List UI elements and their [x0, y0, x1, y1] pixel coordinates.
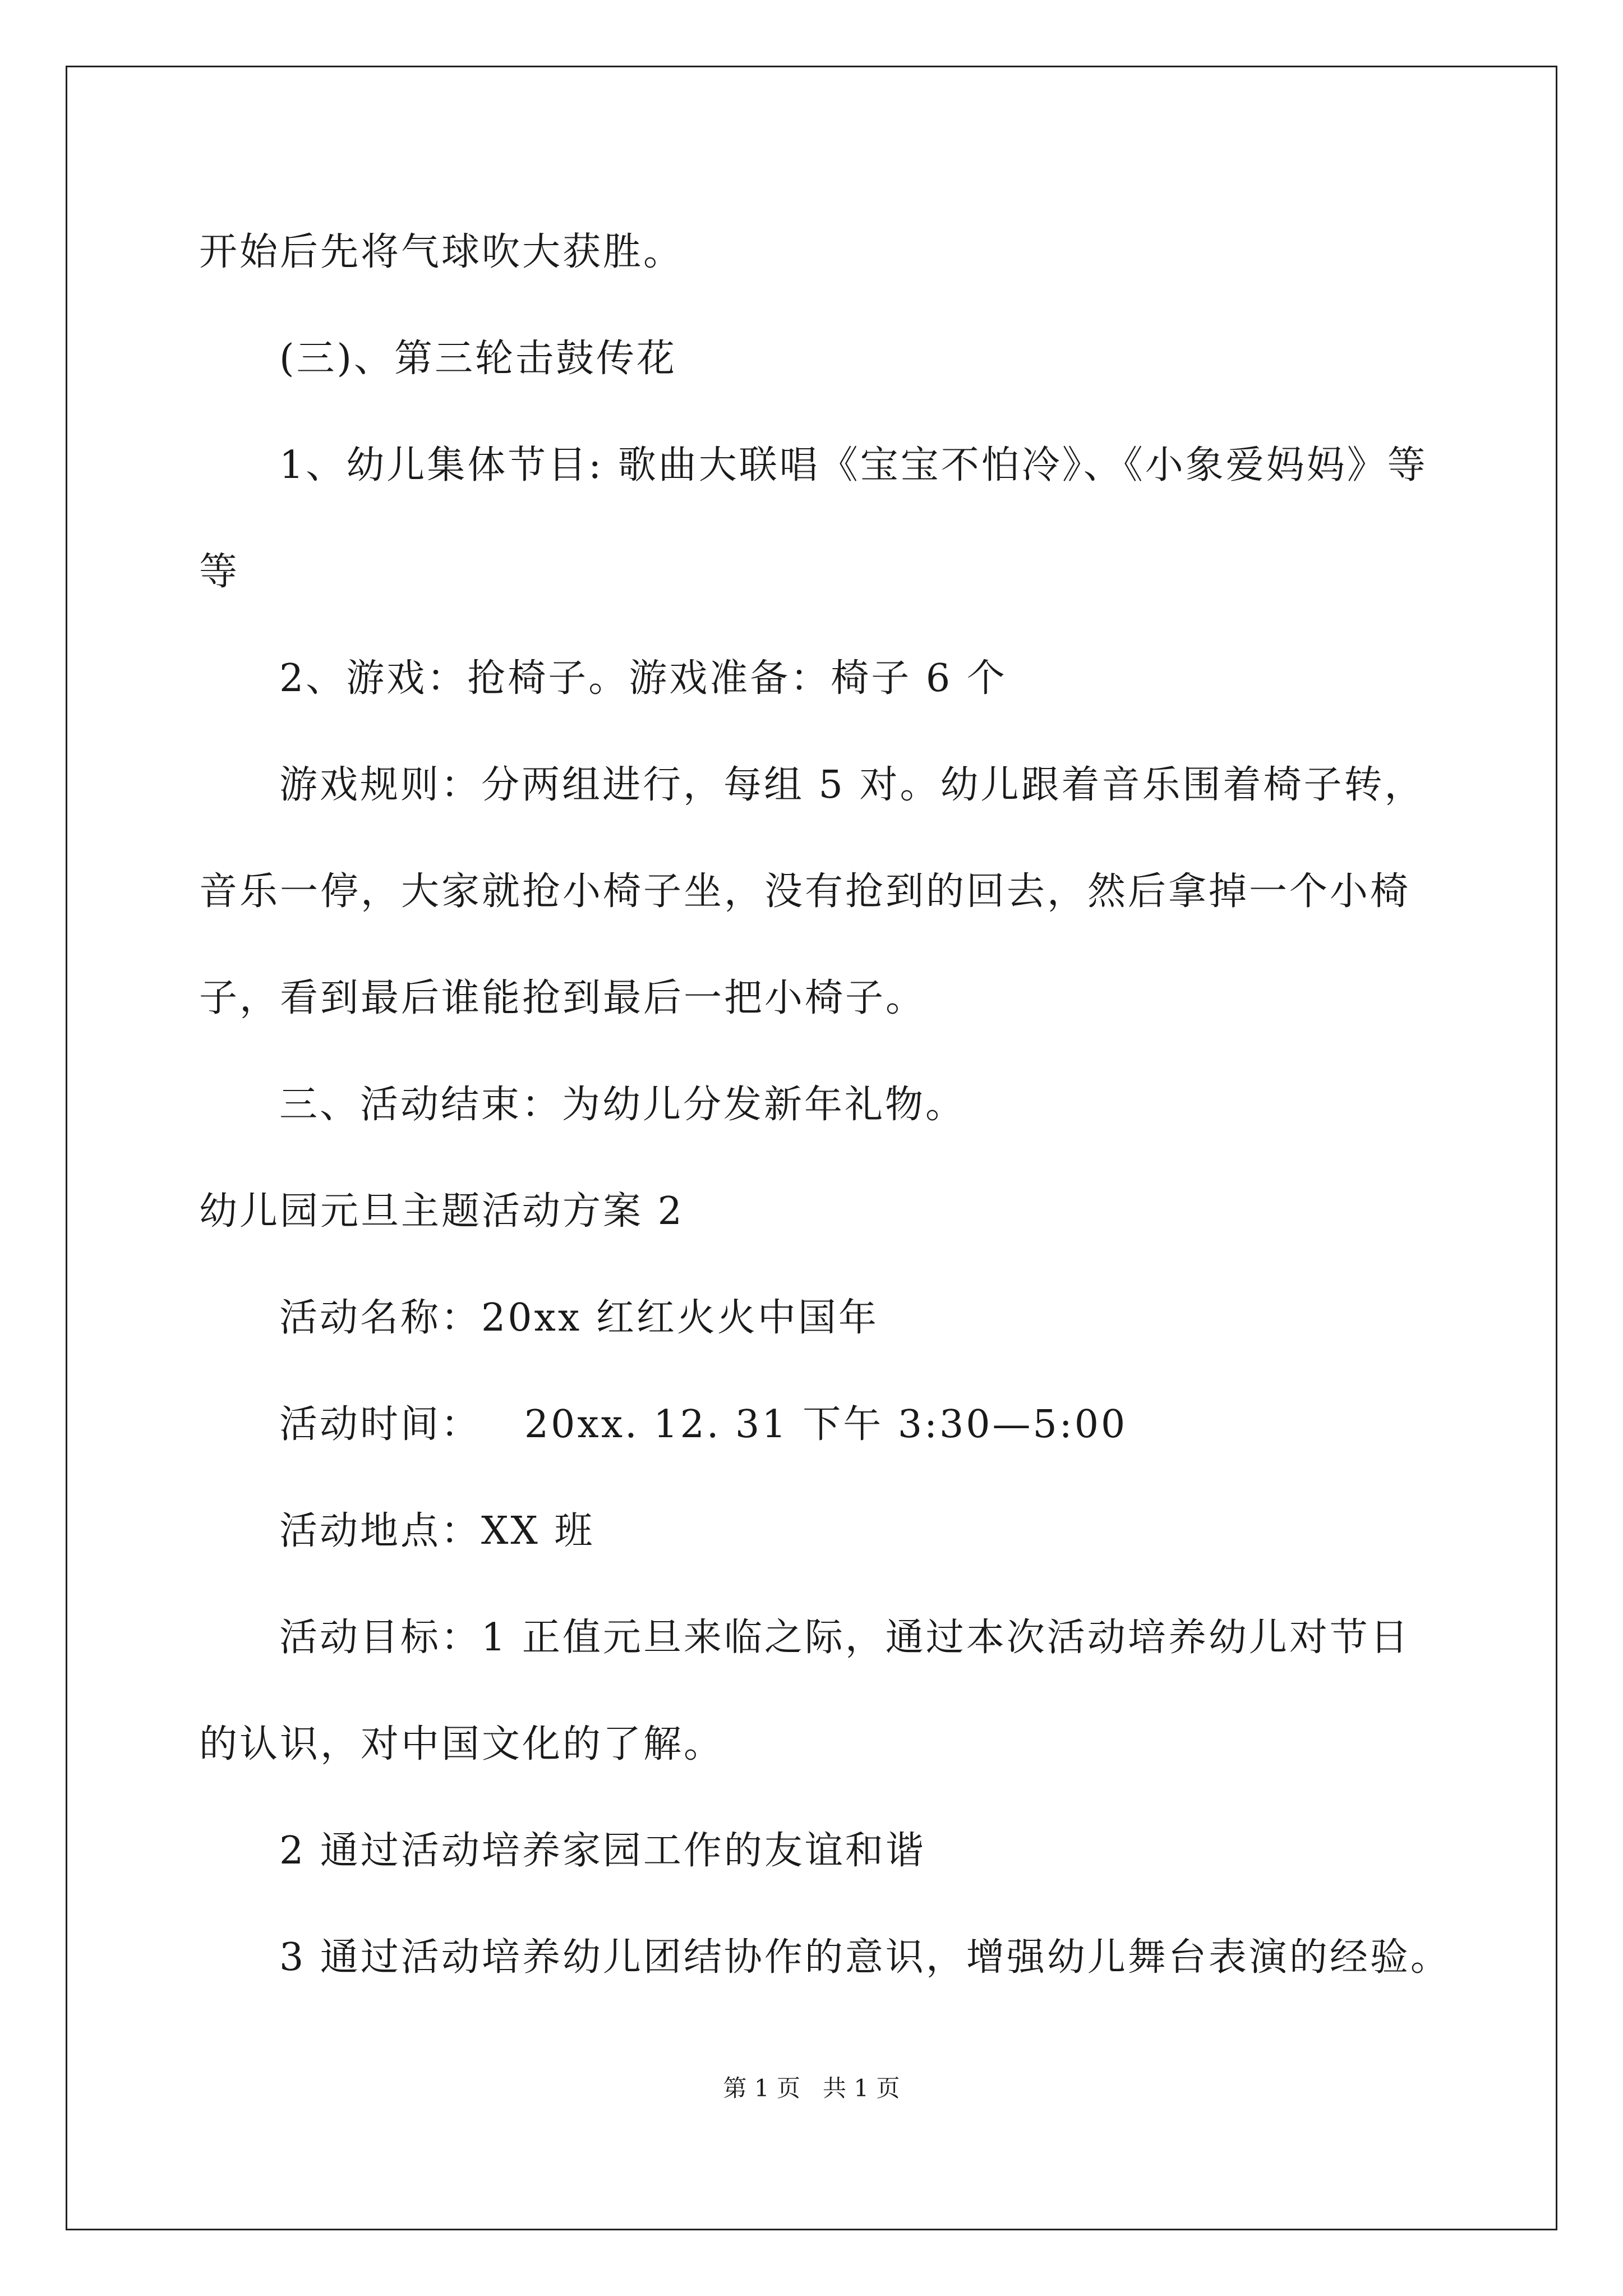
text-line-4: 等	[199, 550, 240, 594]
activity-goal-1-cont: 的认识，对中国文化的了解。	[199, 1722, 725, 1766]
text-line-1: 开始后先将气球吹大获胜。	[199, 230, 684, 274]
activity-location: 活动地点：XX 班	[279, 1509, 595, 1553]
page-footer: 第 1 页 共 1 页	[723, 2074, 900, 2102]
section-heading-round-three: (三)、第三轮击鼓传花	[279, 337, 677, 381]
text-line-6: 游戏规则：分两组进行，每组 5 对。幼儿跟着音乐围着椅子转，	[279, 763, 1425, 807]
activity-goal-1: 活动目标：1 正值元旦来临之际，通过本次活动培养幼儿对节日	[279, 1616, 1410, 1660]
section-heading-activity-end: 三、活动结束：为幼儿分发新年礼物。	[279, 1083, 966, 1127]
plan-title: 幼儿园元旦主题活动方案 2	[199, 1189, 684, 1234]
text-line-5: 2、游戏：抢椅子。游戏准备：椅子 6 个	[279, 656, 1007, 701]
text-line-7: 音乐一停，大家就抢小椅子坐，没有抢到的回去，然后拿掉一个小椅	[199, 869, 1411, 914]
text-line-8: 子，看到最后谁能抢到最后一把小椅子。	[199, 976, 926, 1020]
text-line-3: 1、幼儿集体节目: 歌曲大联唱《宝宝不怕冷》、《小象爱妈妈》等	[279, 443, 1428, 487]
activity-goal-3: 3 通过活动培养幼儿团结协作的意识，增强幼儿舞台表演的经验。	[279, 1935, 1451, 1980]
activity-time: 活动时间： 20xx. 12. 31 下午 3:30—5:00	[279, 1402, 1128, 1447]
activity-goal-2: 2 通过活动培养家园工作的友谊和谐	[279, 1829, 926, 1873]
activity-name: 活动名称：20xx 红红火火中国年	[279, 1296, 879, 1340]
page-border	[66, 66, 1557, 2230]
